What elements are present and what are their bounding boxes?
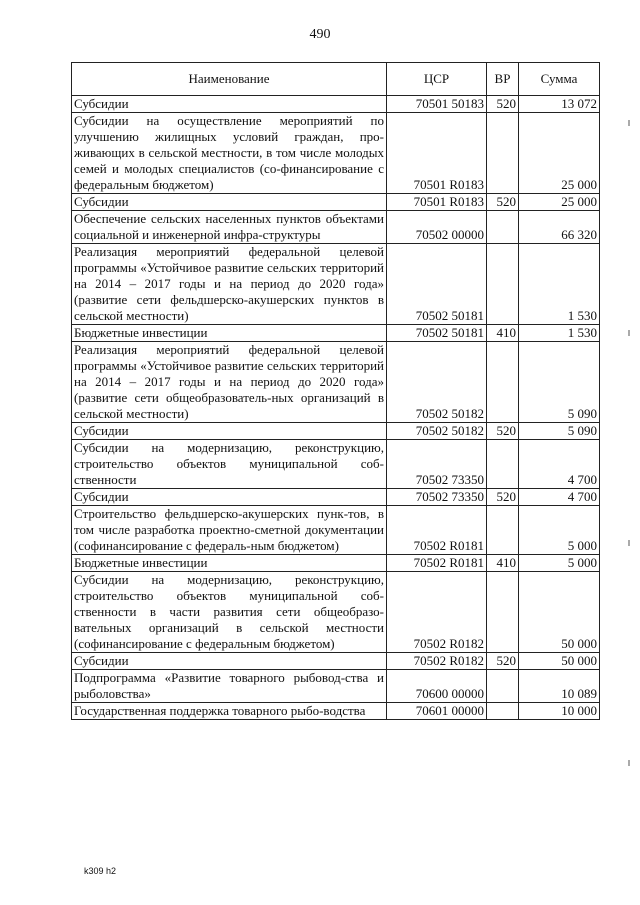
cell-csr: 70600 00000 <box>387 670 487 703</box>
cell-sum: 1 530 <box>519 244 600 325</box>
cell-sum: 5 000 <box>519 555 600 572</box>
cell-csr: 70501 R0183 <box>387 194 487 211</box>
cell-name: Обеспечение сельских населенных пунктов объектами социальной и инженерной инфра-структуры <box>72 211 387 244</box>
table-row <box>72 440 600 489</box>
header-vr: ВР <box>487 63 519 96</box>
cell-sum: 5 000 <box>519 506 600 555</box>
cell-name: Субсидии <box>72 96 387 113</box>
margin-scan-mark <box>628 540 630 546</box>
table-row <box>72 194 600 211</box>
table-row <box>72 703 600 720</box>
cell-vr: 520 <box>487 96 519 113</box>
cell-name: Бюджетные инвестиции <box>72 325 387 342</box>
budget-table <box>71 62 600 720</box>
margin-scan-mark <box>628 330 630 336</box>
table-row <box>72 342 600 423</box>
cell-name: Государственная поддержка товарного рыбо-водства <box>72 703 387 720</box>
cell-sum: 5 090 <box>519 342 600 423</box>
cell-vr: 520 <box>487 423 519 440</box>
cell-vr: 520 <box>487 653 519 670</box>
cell-csr: 70502 R0181 <box>387 506 487 555</box>
header-sum: Сумма <box>519 63 600 96</box>
cell-name: Субсидии на модернизацию, реконструкцию, строительство объектов муниципальной соб-ственности в части развития сети общеобразо-вательных организаций в сельской местности (софинансирование с федеральным бюджетом) <box>72 572 387 653</box>
cell-sum: 50 000 <box>519 653 600 670</box>
header-csr: ЦСР <box>387 63 487 96</box>
cell-csr: 70601 00000 <box>387 703 487 720</box>
table-row <box>72 670 600 703</box>
cell-sum: 5 090 <box>519 423 600 440</box>
cell-sum: 4 700 <box>519 489 600 506</box>
cell-name: Субсидии <box>72 653 387 670</box>
table-row <box>72 572 600 653</box>
cell-csr: 70502 50182 <box>387 423 487 440</box>
cell-csr: 70501 50183 <box>387 96 487 113</box>
cell-name: Субсидии на модернизацию, реконструкцию, строительство объектов муниципальной соб-ственности <box>72 440 387 489</box>
cell-name: Субсидии на осуществление мероприятий по улучшению жилищных условий граждан, про-живающих в сельской местности, в том числе молодых семей и молодых специалистов (со-финансирование с федеральным бюджетом) <box>72 113 387 194</box>
cell-name: Реализация мероприятий федеральной целевой программы «Устойчивое развитие сельских территорий на 2014 – 2017 годы и на период до 2020 года» (развитие сети фельдшерско-акушерских пунктов в сельской местности) <box>72 244 387 325</box>
cell-vr <box>487 572 519 653</box>
table-row <box>72 423 600 440</box>
cell-vr <box>487 211 519 244</box>
table-row <box>72 489 600 506</box>
header-name: Наименование <box>72 63 387 96</box>
cell-sum: 25 000 <box>519 113 600 194</box>
cell-name: Подпрограмма «Развитие товарного рыбовод-ства и рыболовства» <box>72 670 387 703</box>
table-row <box>72 113 600 194</box>
cell-vr: 520 <box>487 489 519 506</box>
cell-sum: 1 530 <box>519 325 600 342</box>
cell-vr <box>487 670 519 703</box>
cell-sum: 10 000 <box>519 703 600 720</box>
cell-name: Субсидии <box>72 423 387 440</box>
cell-csr: 70502 50181 <box>387 244 487 325</box>
table-row <box>72 96 600 113</box>
cell-csr: 70501 R0183 <box>387 113 487 194</box>
table-row <box>72 244 600 325</box>
cell-sum: 13 072 <box>519 96 600 113</box>
cell-name: Реализация мероприятий федеральной целевой программы «Устойчивое развитие сельских территорий на 2014 – 2017 годы и на период до 2020 года» (развитие сети общеобразователь-ных организаций в сельской местности) <box>72 342 387 423</box>
cell-csr: 70502 73350 <box>387 489 487 506</box>
table-row <box>72 211 600 244</box>
cell-csr: 70502 R0182 <box>387 653 487 670</box>
cell-vr <box>487 342 519 423</box>
table-row <box>72 506 600 555</box>
table-row <box>72 653 600 670</box>
cell-csr: 70502 73350 <box>387 440 487 489</box>
cell-vr: 520 <box>487 194 519 211</box>
cell-name: Субсидии <box>72 489 387 506</box>
cell-sum: 10 089 <box>519 670 600 703</box>
cell-vr <box>487 244 519 325</box>
cell-vr: 410 <box>487 555 519 572</box>
cell-name: Бюджетные инвестиции <box>72 555 387 572</box>
cell-name: Строительство фельдшерско-акушерских пунк-тов, в том числе разработка проектно-сметной документации (софинансирование с федераль-ным бюджетом) <box>72 506 387 555</box>
cell-vr <box>487 506 519 555</box>
cell-vr <box>487 113 519 194</box>
table-row <box>72 555 600 572</box>
table-row <box>72 325 600 342</box>
cell-csr: 70502 R0182 <box>387 572 487 653</box>
cell-name: Субсидии <box>72 194 387 211</box>
cell-csr: 70502 R0181 <box>387 555 487 572</box>
cell-vr: 410 <box>487 325 519 342</box>
cell-vr <box>487 440 519 489</box>
table-body <box>72 96 600 720</box>
margin-scan-mark <box>628 120 630 126</box>
cell-sum: 50 000 <box>519 572 600 653</box>
cell-csr: 70502 00000 <box>387 211 487 244</box>
cell-vr <box>487 703 519 720</box>
footer-code: k309 h2 <box>84 866 117 876</box>
cell-sum: 66 320 <box>519 211 600 244</box>
table-header-row <box>72 63 600 96</box>
page-number: 490 <box>309 27 331 42</box>
cell-csr: 70502 50181 <box>387 325 487 342</box>
cell-csr: 70502 50182 <box>387 342 487 423</box>
cell-sum: 25 000 <box>519 194 600 211</box>
margin-scan-mark <box>628 760 630 766</box>
cell-sum: 4 700 <box>519 440 600 489</box>
